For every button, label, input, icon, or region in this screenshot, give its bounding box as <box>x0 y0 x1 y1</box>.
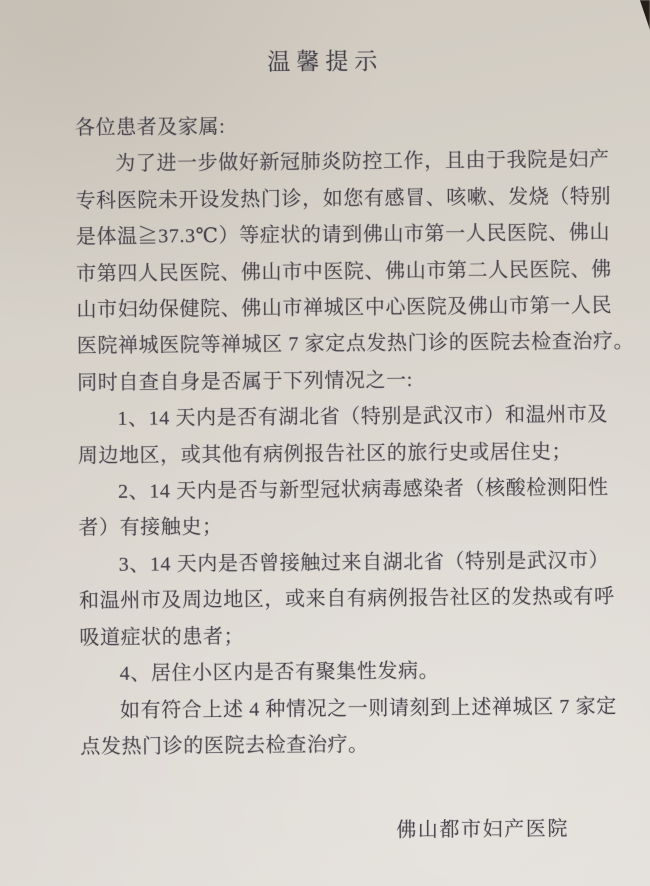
text-line: 者）有接触史； <box>78 516 223 540</box>
text-line: 市第四人民医院、佛山市中医院、佛山市第二人民医院、佛 <box>76 258 612 285</box>
signature: 佛山都市妇产医院 <box>396 818 570 842</box>
text-line: 同时自查自身是否属于下列情况之一: <box>77 369 413 395</box>
text-line-item-1: 1、14 天内是否有湖北省（特别是武汉市）和温州市及 <box>117 403 609 431</box>
paper-corner-shadow <box>637 0 650 30</box>
text-line: 周边地区，或其他有病例报告社区的旅行史或居住史； <box>77 440 573 467</box>
text-line-item-3: 3、14 天内是否曾接触过来自湖北省（特别是武汉市） <box>118 549 610 576</box>
text-line: 如有符合上述 4 种情况之一则请刻到上述禅城区 7 家定 <box>119 694 617 722</box>
text-line: 专科医院未开设发热门诊，如您有感冒、咳嗽、发烧（特别 <box>75 185 612 213</box>
text-line: 山市妇幼保健院、佛山市禅城区中心医院及佛山市第一人民 <box>76 294 613 322</box>
text-line: 吸道症状的患者； <box>79 625 245 649</box>
text-line: 和温州市及周边地区，或来自有病例报告社区的发热或有呼 <box>78 585 615 613</box>
text-line: 是体温≧37.3℃）等症状的请到佛山市第一人民医院、佛山 <box>75 221 611 249</box>
salutation: 各位患者及家属: <box>74 115 226 140</box>
text-line-item-2: 2、14 天内是否与新型冠状病毒感染者（核酸检测阳性 <box>117 476 609 503</box>
notice-document <box>74 44 635 852</box>
text-line-item-4: 4、居住小区内是否有聚集性发病。 <box>119 660 440 685</box>
page-title: 温馨提示 <box>267 48 384 75</box>
text-line: 为了进一步做好新冠肺炎防控工作，且由于我院是妇产 <box>115 148 610 176</box>
text-line: 医院禅城医院等禅城区 7 家定点发热门诊的医院去检查治疗。 <box>76 330 635 358</box>
text-line: 点发热门诊的医院去检查治疗。 <box>80 733 369 759</box>
